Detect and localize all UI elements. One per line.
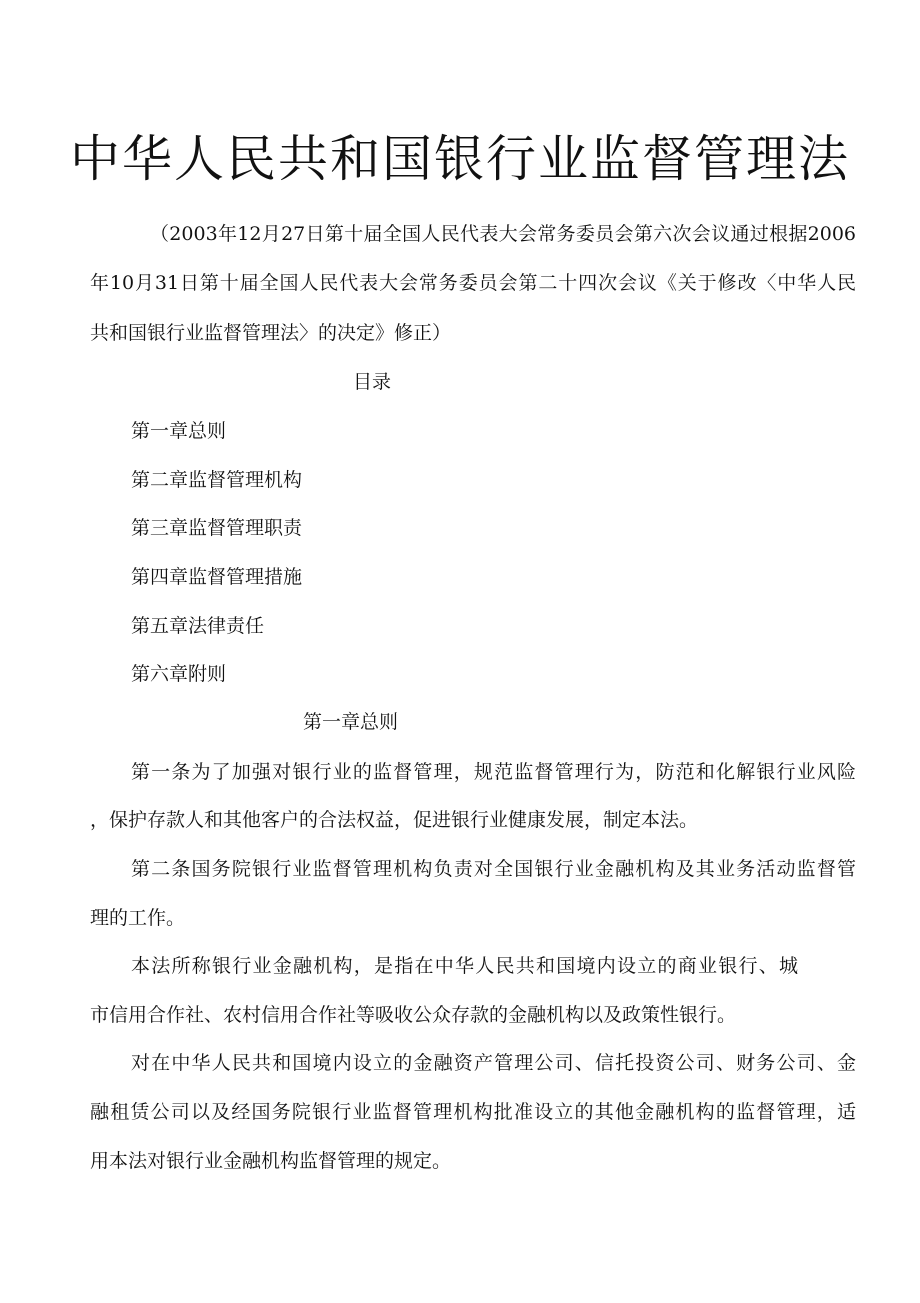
applicability-para-line-3: 用本法对银行业金融机构监督管理的规定。 [90,1150,452,1172]
chapter-1-heading: 第一章总则 [303,711,399,733]
applicability-para-line-2: 融租赁公司以及经国务院银行业监督管理机构批准设立的其他金融机构的监督管理，适 [90,1101,856,1123]
toc-item-chapter-6: 第六章附则 [131,663,227,685]
definition-para-line-1: 本法所称银行业金融机构，是指在中华人民共和国境内设立的商业银行、城 [131,955,798,977]
toc-item-chapter-2: 第二章监督管理机构 [131,469,303,491]
toc-item-chapter-3: 第三章监督管理职责 [131,517,303,539]
document-title: 中华人民共和国银行业监督管理法 [70,130,850,188]
applicability-para-line-1: 对在中华人民共和国境内设立的金融资产管理公司、信托投资公司、财务公司、金 [131,1052,856,1074]
revision-note-line-1: （2003年12月27日第十届全国人民代表大会常务委员会第六次会议通过根据2006 [150,223,856,245]
article-2-line-2: 理的工作。 [90,907,186,929]
definition-para-line-2: 市信用合作社、农村信用合作社等吸收公众存款的金融机构以及政策性银行。 [90,1004,737,1026]
toc-item-chapter-1: 第一章总则 [131,420,227,442]
revision-note-line-2: 年10月31日第十届全国人民代表大会常务委员会第二十四次会议《关于修改〈中华人民 [90,272,856,294]
revision-note-line-3: 共和国银行业监督管理法〉的决定》修正） [90,322,452,344]
article-1-line-2: ，保护存款人和其他客户的合法权益，促进银行业健康发展，制定本法。 [90,809,699,831]
toc-item-chapter-5: 第五章法律责任 [131,615,265,637]
toc-heading: 目录 [353,371,392,393]
toc-item-chapter-4: 第四章监督管理措施 [131,566,303,588]
article-1-line-1: 第一条为了加强对银行业的监督管理，规范监督管理行为，防范和化解银行业风险 [131,761,856,783]
article-2-line-1: 第二条国务院银行业监督管理机构负责对全国银行业金融机构及其业务活动监督管 [131,858,856,880]
